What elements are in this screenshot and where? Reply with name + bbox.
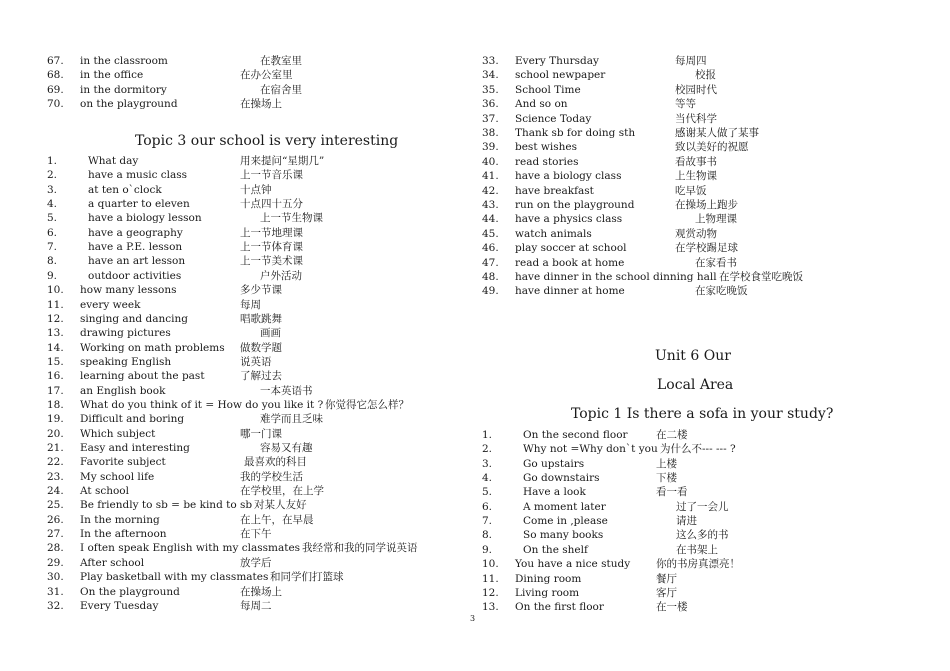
item-number: 41.	[482, 170, 499, 183]
chinese-translation: 等等	[675, 98, 696, 111]
english-phrase: watch animals	[515, 227, 592, 240]
english-phrase: have an art lesson	[88, 255, 186, 268]
chinese-translation: 哪一门课	[240, 427, 282, 440]
english-phrase: every week	[80, 298, 141, 311]
english-phrase: have a P.E. lesson	[88, 241, 183, 254]
english-phrase: Science Today	[515, 112, 592, 125]
item-number: 4.	[482, 472, 493, 485]
english-phrase: in the office	[80, 69, 144, 82]
item-number: 67.	[47, 55, 64, 67]
chinese-translation: 在家看书	[695, 256, 737, 269]
chinese-translation: 在操场上	[240, 98, 282, 111]
item-number: 17.	[47, 384, 64, 397]
chinese-translation: 餐厅	[656, 572, 677, 585]
english-phrase: I often speak English with my classmates	[80, 542, 301, 555]
page-number: 3	[470, 614, 476, 623]
item-number: 5.	[482, 486, 493, 499]
chinese-translation: 当代科学	[675, 112, 717, 125]
item-number: 13.	[482, 601, 499, 614]
chinese-translation: 在学校里，在上学	[240, 485, 324, 498]
english-phrase: Every Thursday	[515, 55, 599, 67]
chinese-translation: 容易又有趣	[260, 442, 313, 454]
chinese-translation: 户外活动	[260, 269, 302, 282]
english-phrase: best wishes	[515, 141, 577, 154]
item-number: 25.	[47, 499, 64, 512]
chinese-translation: 放学后	[240, 556, 272, 569]
item-number: 34.	[482, 69, 499, 82]
item-number: 7.	[482, 515, 493, 528]
english-phrase: And so on	[515, 98, 568, 111]
english-phrase: Easy and interesting	[80, 442, 190, 454]
chinese-translation: 我的学校生活	[240, 470, 303, 483]
chinese-translation: 在办公室里	[240, 69, 293, 82]
english-phrase: run on the playground	[515, 199, 635, 211]
chinese-translation: 客厅	[656, 586, 677, 599]
item-number: 8.	[482, 529, 493, 542]
item-number: 6.	[482, 500, 493, 513]
chinese-translation: 在操场上	[240, 585, 282, 598]
item-number: 29.	[47, 556, 64, 569]
chinese-translation: 校园时代	[675, 83, 717, 96]
chinese-translation: 在教室里	[260, 55, 302, 67]
chinese-translation: 上一节美术课	[240, 255, 303, 268]
item-number: 28.	[47, 542, 64, 555]
chinese-translation: 你的书房真漂亮！	[656, 558, 740, 571]
chinese-translation: 我经常和我的同学说英语	[302, 542, 418, 555]
chinese-translation: 说英语	[240, 355, 272, 368]
chinese-translation: 唱歌跳舞	[240, 312, 282, 325]
english-phrase: On the second floor	[523, 429, 628, 441]
chinese-translation: 十点钟	[240, 183, 272, 196]
english-phrase: Working on math problems	[80, 341, 225, 354]
item-number: 39.	[482, 141, 499, 154]
item-number: 49.	[482, 285, 499, 298]
english-phrase: speaking English	[80, 355, 172, 368]
topic3-heading: Topic 3 our school is very interesting	[135, 133, 399, 149]
item-number: 47.	[482, 256, 499, 269]
item-number: 45.	[482, 227, 499, 240]
item-number: 46.	[482, 242, 499, 255]
english-phrase: School Time	[515, 83, 581, 96]
chinese-translation: 上生物课	[675, 170, 717, 183]
chinese-translation: 上物理课	[695, 213, 737, 226]
english-phrase: have a biology lesson	[88, 212, 202, 225]
item-number: 13.	[47, 327, 64, 340]
english-phrase: Thank sb for doing sth	[515, 127, 636, 139]
english-phrase: Have a look	[523, 486, 586, 499]
item-number: 42.	[482, 184, 499, 197]
english-phrase: an English book	[80, 384, 166, 397]
chinese-translation: 难学而且乏味	[260, 413, 323, 426]
english-phrase: Go upstairs	[523, 457, 585, 470]
chinese-translation: 一本英语书	[260, 384, 313, 397]
english-phrase: have breakfast	[515, 184, 594, 197]
chinese-translation: 每周二	[240, 599, 272, 612]
chinese-translation: 每周	[240, 298, 261, 311]
chinese-translation: 感谢某人做了某事	[675, 127, 759, 139]
item-number: 30.	[47, 571, 64, 584]
chinese-translation: 和同学们打篮球	[270, 571, 344, 584]
chinese-translation: 做数学题	[240, 341, 282, 354]
chinese-translation: 在学校踢足球	[675, 242, 738, 255]
english-phrase: singing and dancing	[80, 312, 188, 325]
item-number: 44.	[482, 213, 499, 226]
chinese-translation: 这么多的书	[676, 529, 729, 542]
english-phrase: Which subject	[80, 427, 156, 440]
english-phrase: have a music class	[88, 169, 188, 182]
item-number: 1.	[47, 155, 58, 167]
chinese-translation: 画画	[260, 327, 281, 340]
english-phrase: read a book at home	[515, 256, 625, 269]
english-phrase: On the first floor	[515, 601, 604, 614]
chinese-translation: 请进	[676, 515, 697, 528]
item-number: 10.	[47, 284, 64, 297]
english-phrase: Dining room	[515, 572, 582, 585]
unit6-topic1-heading: Topic 1 Is there a sofa in your study?	[571, 406, 834, 422]
english-phrase: a quarter to eleven	[88, 198, 190, 211]
english-phrase: at ten o`clock	[88, 183, 162, 196]
item-number: 5.	[47, 212, 58, 225]
item-number: 48.	[482, 271, 499, 283]
item-number: 18.	[47, 398, 64, 411]
chinese-translation: 在学校食堂吃晚饭	[719, 271, 803, 283]
chinese-translation: 在宿舍里	[260, 83, 302, 96]
item-number: 14.	[47, 341, 64, 354]
english-phrase: At school	[80, 485, 129, 498]
item-number: 36.	[482, 98, 499, 111]
item-number: 20.	[47, 427, 64, 440]
chinese-translation: 每周四	[675, 55, 707, 67]
chinese-translation: 上一节生物课	[260, 212, 323, 225]
item-number: 38.	[482, 127, 499, 139]
item-number: 9.	[482, 543, 493, 556]
english-phrase: In the morning	[80, 513, 160, 526]
chinese-translation: 在上午，在早晨	[240, 513, 314, 526]
english-phrase: Go downstairs	[523, 472, 600, 485]
item-number: 3.	[47, 183, 58, 196]
english-phrase: Every Tuesday	[80, 599, 159, 612]
english-phrase: school newpaper	[515, 69, 606, 82]
item-number: 31.	[47, 585, 64, 598]
chinese-translation: 看一看	[656, 486, 688, 499]
english-phrase: how many lessons	[80, 284, 177, 297]
english-phrase: have dinner in the school dinning hall	[515, 271, 717, 283]
item-number: 26.	[47, 513, 64, 526]
chinese-translation: 多少节课	[240, 284, 282, 297]
english-phrase: drawing pictures	[80, 327, 171, 340]
chinese-translation: 为什么不--- --- ?	[660, 443, 736, 456]
chinese-translation: 对某人友好	[254, 499, 307, 512]
english-phrase: What do you think of it = How do you like it ?	[80, 398, 324, 411]
item-number: 68.	[47, 69, 64, 82]
chinese-translation: 致以美好的祝愿	[675, 141, 749, 154]
chinese-translation: 在家吃晚饭	[695, 285, 748, 298]
item-number: 22.	[47, 456, 64, 469]
item-number: 8.	[47, 255, 58, 268]
chinese-translation: 在二楼	[656, 429, 688, 441]
item-number: 43.	[482, 199, 499, 211]
english-phrase: Living room	[515, 586, 580, 599]
item-number: 15.	[47, 355, 64, 368]
unit6-title-line1: Unit 6 Our	[655, 348, 731, 364]
english-phrase: After school	[80, 556, 145, 569]
english-phrase: My school life	[80, 470, 155, 483]
item-number: 4.	[47, 198, 58, 211]
item-number: 11.	[482, 572, 499, 585]
item-number: 10.	[482, 558, 499, 571]
english-phrase: What day	[88, 155, 139, 167]
english-phrase: Difficult and boring	[80, 413, 185, 426]
item-number: 33.	[482, 55, 499, 67]
item-number: 11.	[47, 298, 64, 311]
item-number: 32.	[47, 599, 64, 612]
chinese-translation: 校报	[695, 69, 716, 82]
chinese-translation: 十点四十五分	[240, 198, 303, 211]
chinese-translation: 最喜欢的科目	[244, 456, 307, 469]
chinese-translation: 上一节地理课	[240, 226, 303, 239]
english-phrase: Why not =Why don`t you	[523, 443, 658, 456]
item-number: 37.	[482, 112, 499, 125]
english-phrase: have dinner at home	[515, 285, 625, 298]
english-phrase: On the shelf	[523, 543, 588, 556]
chinese-translation: 在书架上	[676, 543, 718, 556]
english-phrase: A moment later	[523, 500, 606, 513]
english-phrase: read stories	[515, 155, 579, 168]
chinese-translation: 过了一会儿	[676, 500, 729, 513]
chinese-translation: 在一楼	[656, 601, 688, 614]
item-number: 21.	[47, 442, 64, 454]
english-phrase: learning about the past	[80, 370, 205, 383]
chinese-translation: 了解过去	[240, 370, 282, 383]
chinese-translation: 用来提问“星期几”	[240, 155, 325, 167]
item-number: 19.	[47, 413, 64, 426]
english-phrase: have a geography	[88, 226, 183, 239]
english-phrase: In the afternoon	[80, 528, 167, 541]
chinese-translation: 下楼	[656, 472, 677, 485]
chinese-translation: 在操场上跑步	[675, 199, 738, 211]
english-phrase: On the playground	[80, 585, 180, 598]
item-number: 27.	[47, 528, 64, 541]
item-number: 2.	[482, 443, 493, 456]
item-number: 23.	[47, 470, 64, 483]
english-phrase: in the dormitory	[80, 83, 167, 96]
chinese-translation: 上一节体育课	[240, 241, 303, 254]
item-number: 16.	[47, 370, 64, 383]
chinese-translation: 上楼	[656, 457, 677, 470]
item-number: 1.	[482, 429, 493, 441]
unit6-title-line2: Local Area	[657, 377, 734, 393]
english-phrase: So many books	[523, 529, 604, 542]
item-number: 2.	[47, 169, 58, 182]
chinese-translation: 你觉得它怎么样？	[325, 398, 409, 411]
item-number: 35.	[482, 83, 499, 96]
english-phrase: play soccer at school	[515, 242, 627, 255]
chinese-translation: 在下午	[240, 528, 272, 541]
english-phrase: Be friendly to sb = be kind to sb	[80, 499, 253, 512]
chinese-translation: 观赏动物	[675, 227, 717, 240]
english-phrase: Favorite subject	[80, 456, 166, 469]
chinese-translation: 吃早饭	[675, 184, 707, 197]
chinese-translation: 上一节音乐课	[240, 169, 303, 182]
item-number: 3.	[482, 457, 493, 470]
item-number: 69.	[47, 83, 64, 96]
english-phrase: on the playground	[80, 98, 178, 111]
item-number: 12.	[47, 312, 64, 325]
chinese-translation: 看故事书	[675, 155, 717, 168]
item-number: 9.	[47, 269, 58, 282]
english-phrase: in the classroom	[80, 55, 168, 67]
item-number: 40.	[482, 155, 499, 168]
english-phrase: Play basketball with my classmates	[80, 571, 269, 584]
item-number: 6.	[47, 226, 58, 239]
english-phrase: outdoor activities	[88, 269, 182, 282]
item-number: 12.	[482, 586, 499, 599]
english-phrase: have a physics class	[515, 213, 623, 226]
item-number: 7.	[47, 241, 58, 254]
english-phrase: You have a nice study	[515, 558, 631, 571]
english-phrase: have a biology class	[515, 170, 622, 183]
item-number: 24.	[47, 485, 64, 498]
item-number: 70.	[47, 98, 64, 111]
english-phrase: Come in ,please	[523, 515, 608, 528]
